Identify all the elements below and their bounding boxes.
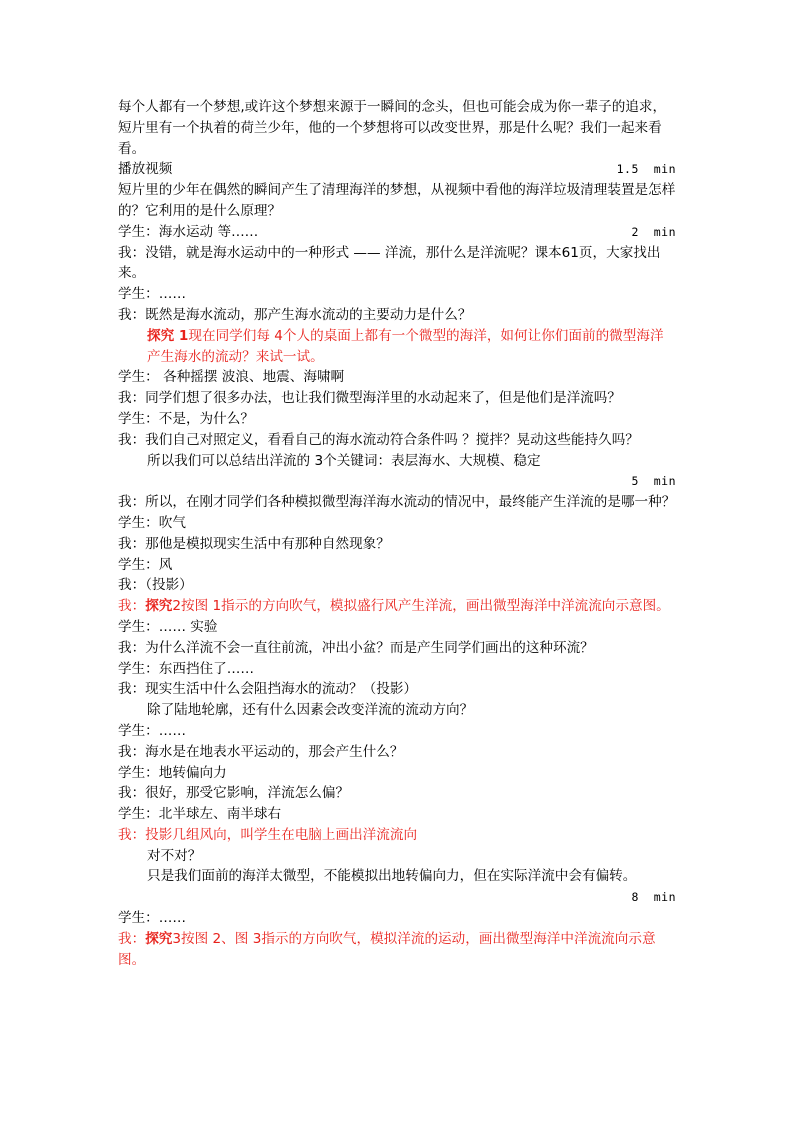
teacher-line: 我：所以，在刚才同学们各种模拟微型海洋海水流动的情况中，最终能产生洋流的是哪一种？ xyxy=(118,494,676,511)
time-marker: 5 min xyxy=(631,474,676,489)
explore-3-paragraph xyxy=(118,929,676,971)
teacher-line: 我：那他是模拟现实生活中有那种自然现象？ xyxy=(118,535,390,552)
time-marker: 1.5 min xyxy=(616,162,676,177)
time-marker-row xyxy=(118,471,676,492)
explore-prefix: 我： xyxy=(118,930,146,947)
explore-title: 探究 xyxy=(145,930,173,947)
lesson-transcript xyxy=(118,97,676,970)
teacher-line: 我：为什么洋流不会一直往前流，冲出小盆？而是产生同学们画出的这种环流？ xyxy=(118,639,594,656)
student-line: 学生：地转偏向力 xyxy=(118,764,227,781)
explore-title: 探究 xyxy=(145,598,173,615)
student-line: 学生：…… xyxy=(118,910,186,927)
teacher-line: 我：（投影） xyxy=(118,577,193,594)
time-marker: 8 min xyxy=(631,890,676,905)
teacher-line: 我：现实生活中什么会阻挡海水的流动？（投影） xyxy=(118,681,418,698)
student-line: 学生：海水运动 等…… xyxy=(118,223,259,240)
teacher-line: 我：没错，就是海水运动中的一种形式 —— 洋流，那什么是洋流呢？课本61页，大家找出来。 xyxy=(118,244,661,282)
explore-text: 现在同学们每 4个人的桌面上都有一个微型的海洋，如何让你们面前的微型海洋产生海水的流动？来试一试。 xyxy=(147,327,664,365)
time-marker-row xyxy=(118,887,676,908)
explore-prefix: 我： xyxy=(118,598,146,615)
explore-title: 探究 1 xyxy=(147,327,189,344)
teacher-line: 我：我们自己对照定义，看看自己的海水流动符合条件吗 ？搅拌？晃动这些能持久吗？ xyxy=(118,431,639,448)
teacher-line: 只是我们面前的海洋太微型，不能模拟出地转偏向力，但在实际洋流中会有偏转。 xyxy=(147,868,637,885)
play-video-row xyxy=(118,159,676,180)
question-paragraph: 短片里的少年在偶然的瞬间产生了清理海洋的梦想，从视频中看他的海洋垃圾清理装置是怎样的？它利用的是什么原理？ xyxy=(118,182,676,219)
student-line: 学生：…… 实验 xyxy=(118,618,218,635)
summary-line: 所以我们可以总结出洋流的 3个关键词：表层海水、大规模、稳定 xyxy=(147,452,541,469)
student-line: 学生：吹气 xyxy=(118,514,186,531)
student-line: 学生：…… xyxy=(118,722,186,739)
explore-2-paragraph xyxy=(118,596,676,617)
teacher-line-highlight: 我：投影几组风向，叫学生在电脑上画出洋流流向 xyxy=(118,826,418,843)
student-line: 学生：…… xyxy=(118,286,186,303)
teacher-line: 我：既然是海水流动，那产生海水流动的主要动力是什么？ xyxy=(118,306,472,323)
student-line: 学生：北半球左、南半球右 xyxy=(118,806,282,823)
teacher-line: 除了陆地轮廓，还有什么因素会改变洋流的流动方向？ xyxy=(147,702,474,719)
student-line: 学生：风 xyxy=(118,556,173,573)
teacher-line: 我：同学们想了很多办法，也让我们微型海洋里的水动起来了，但是他们是洋流吗？ xyxy=(118,390,621,407)
play-video-label: 播放视频 xyxy=(118,161,173,178)
explore-1-paragraph xyxy=(118,326,676,368)
student-row xyxy=(118,222,676,243)
explore-text: 3按图 2、图 3指示的方向吹气，模拟洋流的运动，画出微型海洋中洋流流向示意图。 xyxy=(118,930,656,968)
time-marker: 2 min xyxy=(631,224,676,239)
student-line: 学生：不是，为什么？ xyxy=(118,410,254,427)
explore-text: 2按图 1指示的方向吹气，模拟盛行风产生洋流，画出微型海洋中洋流流向示意图。 xyxy=(172,598,670,615)
teacher-line: 我：海水是在地表水平运动的，那会产生什么？ xyxy=(118,743,404,760)
student-line: 学生： 各种摇摆 波浪、地震、海啸啊 xyxy=(118,369,345,386)
teacher-line: 我：很好，那受它影响，洋流怎么偏？ xyxy=(118,785,350,802)
intro-paragraph: 每个人都有一个梦想,或许这个梦想来源于一瞬间的念头，但也可能会成为你一辈子的追求，短片里有一个执着的荷兰少年，他的一个梦想将可以改变世界，那是什么呢？我们一起来看看。 xyxy=(118,99,667,157)
student-line: 学生：东西挡住了…… xyxy=(118,660,254,677)
teacher-line: 对不对？ xyxy=(147,847,202,864)
